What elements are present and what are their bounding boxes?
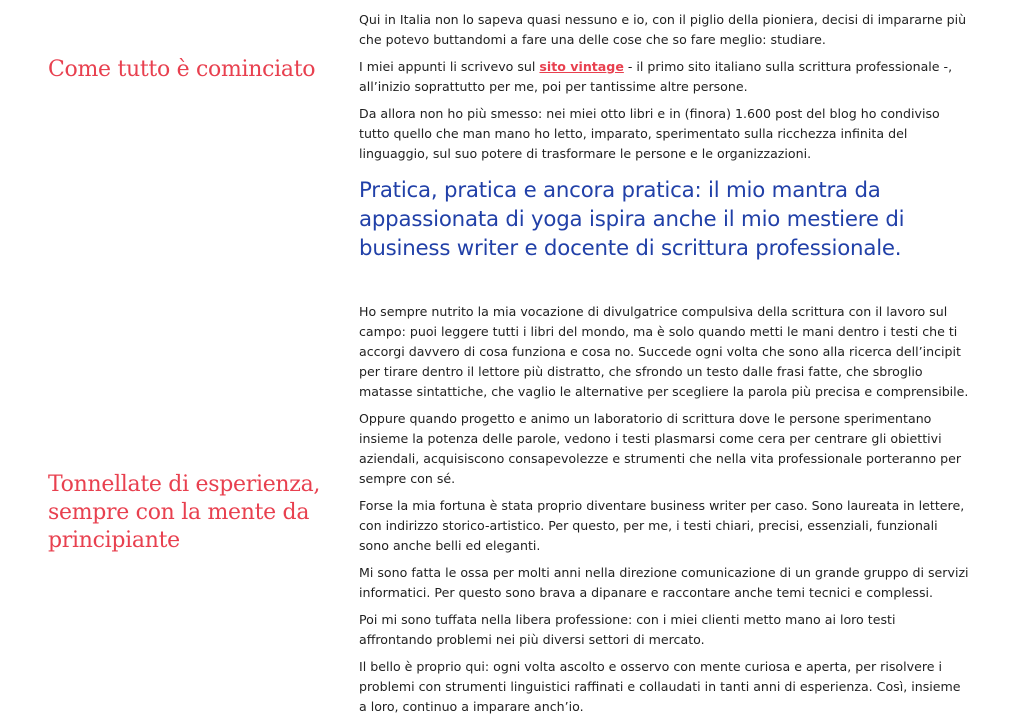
experience-paragraph: Mi sono fatta le ossa per molti anni nella direzione comunicazione di un grande gruppo di servizi informatici. Per questo sono brava a dipanare e raccontare anche temi tecnici e complessi. — [359, 565, 969, 600]
intro-paragraph: Da allora non ho più smesso: nei miei otto libri e in (finora) 1.600 post del blog ho condiviso tutto quello che man mano ho letto, imparato, sperimentato sulla ricchezza infinita del linguaggio, sul suo potere di trasformare le persone e le organizzazioni. — [359, 106, 940, 161]
experience-paragraph: Oppure quando progetto e animo un laboratorio di scrittura dove le persone sperimentano insieme la potenza delle parole, vedono i testi plasmarsi come cera per centrare gli obiettivi aziendali, acquisiscono consapevolezze e strumenti che nella vita professionale porteranno per sempre con sé. — [359, 411, 962, 486]
section-heading-experience: Tonnellate di esperienza, sempre con la mente da principiante — [48, 472, 321, 553]
text-span: I miei appunti li scrivevo sul — [359, 59, 540, 74]
pull-quote: Pratica, pratica e ancora pratica: il mio mantra da appassionata di yoga ispira anche il mio mestiere di business writer e docente di scrittura professionale. — [359, 178, 905, 261]
intro-column — [359, 10, 969, 171]
vintage-site-link[interactable]: sito vintage — [539, 59, 624, 74]
intro-paragraph-with-link — [359, 57, 969, 97]
text-span: - il primo sito italiano sulla scrittura professionale -, all’inizio soprattutto per me, poi per tantissime altre persone. — [359, 59, 953, 94]
experience-paragraph: Ho sempre nutrito la mia vocazione di divulgatrice compulsiva della scrittura con il lavoro sul campo: puoi leggere tutti i libri del mondo, ma è solo quando metti le mani dentro i testi che ti accorgi davvero di cosa funziona e cosa no. Succede ogni volta che sono alla ricerca dell’incipit per tirare dentro il lettore più distratto, che sfrondo un testo dalle frasi fatte, che sbroglio matasse sintattiche, che vaglio le alternative per scegliere la parola più precisa e comprensibile. — [359, 304, 969, 399]
experience-paragraph: Forse la mia fortuna è stata proprio diventare business writer per caso. Sono laureata in lettere, con indirizzo storico-artistico. Per questo, per me, i testi chiari, precisi, essenziali, funzionali sono anche belli ed eleganti. — [359, 498, 965, 553]
experience-paragraph: Poi mi sono tuffata nella libera professione: con i miei clienti metto mano ai loro testi affrontando problemi nei più diversi settori di mercato. — [359, 612, 896, 647]
intro-paragraph: Qui in Italia non lo sapeva quasi nessuno e io, con il piglio della pioniera, decisi di impararne più che potevo buttandomi a fare una delle cose che so fare meglio: studiare. — [359, 12, 967, 47]
experience-column — [359, 302, 969, 724]
experience-paragraph: Il bello è proprio qui: ogni volta ascolto e osservo con mente curiosa e aperta, per risolvere i problemi con strumenti linguistici raffinati e collaudati in tanti anni di esperienza. Così, insieme a loro, continuo a imparare anch’io. — [359, 659, 961, 714]
section-heading-beginning: Come tutto è cominciato — [48, 57, 316, 82]
